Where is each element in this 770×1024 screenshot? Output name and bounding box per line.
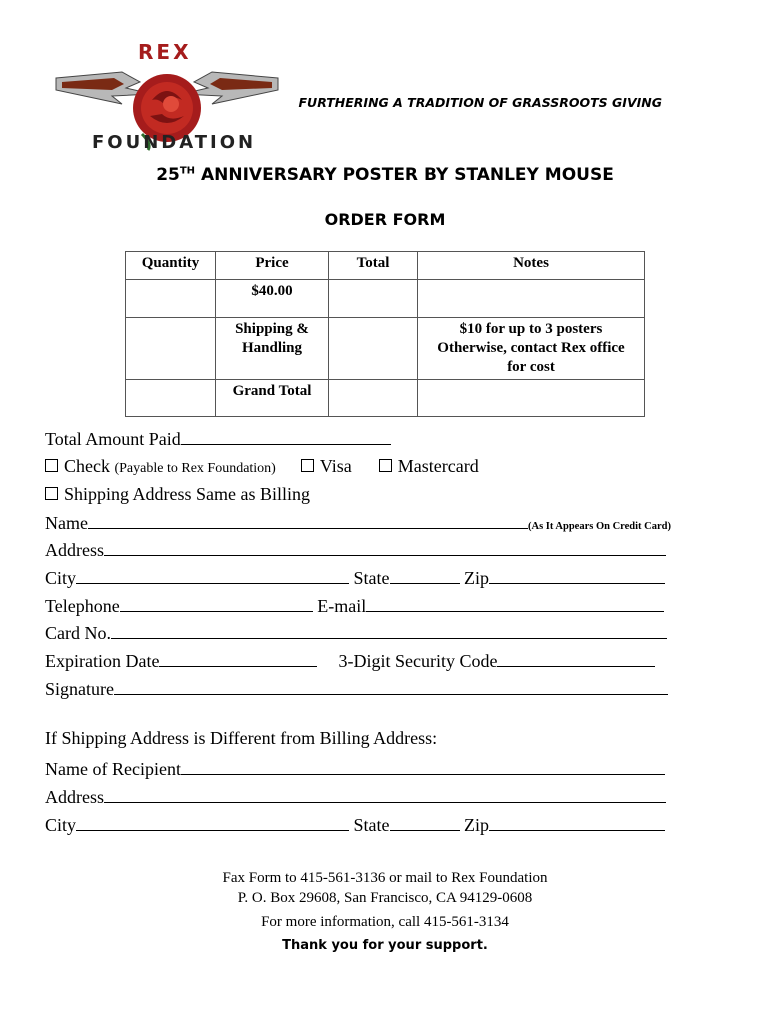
signature-field[interactable] [114,678,668,695]
order-form-heading: ORDER FORM [324,210,446,229]
footer-fax-line: Fax Form to 415-561-3136 or mail to Rex Foundation [222,870,548,886]
telephone-label: Telephone [45,596,120,616]
shipping-total-cell[interactable] [329,318,418,380]
title-sup: TH [179,165,196,177]
tagline: FURTHERING A TRADITION OF GRASSROOTS GIVING [298,95,662,110]
zip-label: Zip [464,568,490,588]
expiration-field[interactable] [159,650,317,667]
zip-field[interactable] [489,567,665,584]
expiration-line [45,650,655,672]
total-paid-line [45,428,391,450]
title-number: 25 [156,165,180,185]
alt-state-field[interactable] [390,814,460,831]
visa-checkbox[interactable] [301,459,314,472]
header-price: Price [216,252,329,280]
email-label: E-mail [317,596,367,616]
header-notes: Notes [418,252,645,280]
city-field[interactable] [76,567,349,584]
grand-total-cell[interactable] [329,380,418,417]
order-table [125,251,645,417]
logo-top-text: REX [138,40,192,64]
city-label: City [45,568,77,588]
title-rest: ANNIVERSARY POSTER BY STANLEY MOUSE [195,165,614,185]
state-label: State [353,568,390,588]
payment-method-line [45,456,479,477]
card-number-label: Card No. [45,623,111,643]
alt-address-field[interactable] [104,786,666,803]
shipping-quantity-cell [126,318,216,380]
notes-cell [418,280,645,318]
shipping-note-line2: Otherwise, contact Rex office [437,340,625,356]
header-total: Total [329,252,418,280]
security-code-label: 3-Digit Security Code [338,651,498,671]
alt-zip-field[interactable] [489,814,665,831]
telephone-line [45,595,664,617]
footer-address-line: P. O. Box 29608, San Francisco, CA 94129-0608 [237,890,533,906]
check-checkbox[interactable] [45,459,58,472]
alt-address-label: Address [45,787,104,807]
grand-total-label: Grand Total [216,380,329,417]
alt-city-line [45,814,665,836]
alt-city-label: City [45,815,77,835]
security-code-field[interactable] [497,650,655,667]
state-field[interactable] [390,567,460,584]
address-field[interactable] [104,539,666,556]
check-note: (Payable to Rex Foundation) [114,461,276,476]
address-line [45,539,666,561]
signature-line [45,678,668,700]
shipping-label-cell [216,318,329,380]
mastercard-checkbox[interactable] [379,459,392,472]
city-line [45,567,665,589]
name-field[interactable] [88,512,528,529]
total-cell[interactable] [329,280,418,318]
quantity-cell[interactable] [126,280,216,318]
recipient-line [45,758,665,780]
same-address-checkbox[interactable] [45,487,58,500]
signature-label: Signature [45,679,114,699]
alt-state-label: State [353,815,390,835]
table-row [126,280,645,318]
table-row [126,380,645,417]
alt-address-line [45,786,666,808]
footer-thanks: Thank you for your support. [282,938,488,953]
card-number-line [45,622,667,644]
header-quantity: Quantity [126,252,216,280]
name-line [45,512,671,534]
logo-bottom-text: FOUNDATION [92,132,257,153]
alt-zip-label: Zip [464,815,490,835]
same-address-line [45,484,310,505]
total-paid-field[interactable] [181,428,391,445]
email-field[interactable] [366,595,664,612]
name-note: (As It Appears On Credit Card) [527,521,672,532]
alt-city-field[interactable] [76,814,349,831]
same-address-label: Shipping Address Same as Billing [64,484,311,504]
grand-notes-cell [418,380,645,417]
table-row [126,318,645,380]
recipient-label: Name of Recipient [45,759,181,779]
name-label: Name [45,513,88,533]
telephone-field[interactable] [120,595,313,612]
mastercard-label: Mastercard [397,456,479,476]
shipping-note-line3: for cost [507,359,555,375]
table-header-row [126,252,645,280]
shipping-note-cell [418,318,645,380]
expiration-label: Expiration Date [45,651,160,671]
alt-shipping-heading: If Shipping Address is Different from Billing Address: [45,728,438,748]
recipient-field[interactable] [181,758,665,775]
price-cell: $40.00 [216,280,329,318]
shipping-label-line2: Handling [241,340,303,356]
check-label: Check [64,456,110,476]
grand-quantity-cell [126,380,216,417]
footer-info-line: For more information, call 415-561-3134 [261,914,509,930]
page-title [0,165,770,185]
shipping-note-line1: $10 for up to 3 posters [459,321,603,337]
shipping-label-line1: Shipping & [235,321,309,337]
visa-label: Visa [319,456,352,476]
total-paid-label: Total Amount Paid [45,429,181,449]
card-number-field[interactable] [111,622,667,639]
address-label: Address [45,540,104,560]
